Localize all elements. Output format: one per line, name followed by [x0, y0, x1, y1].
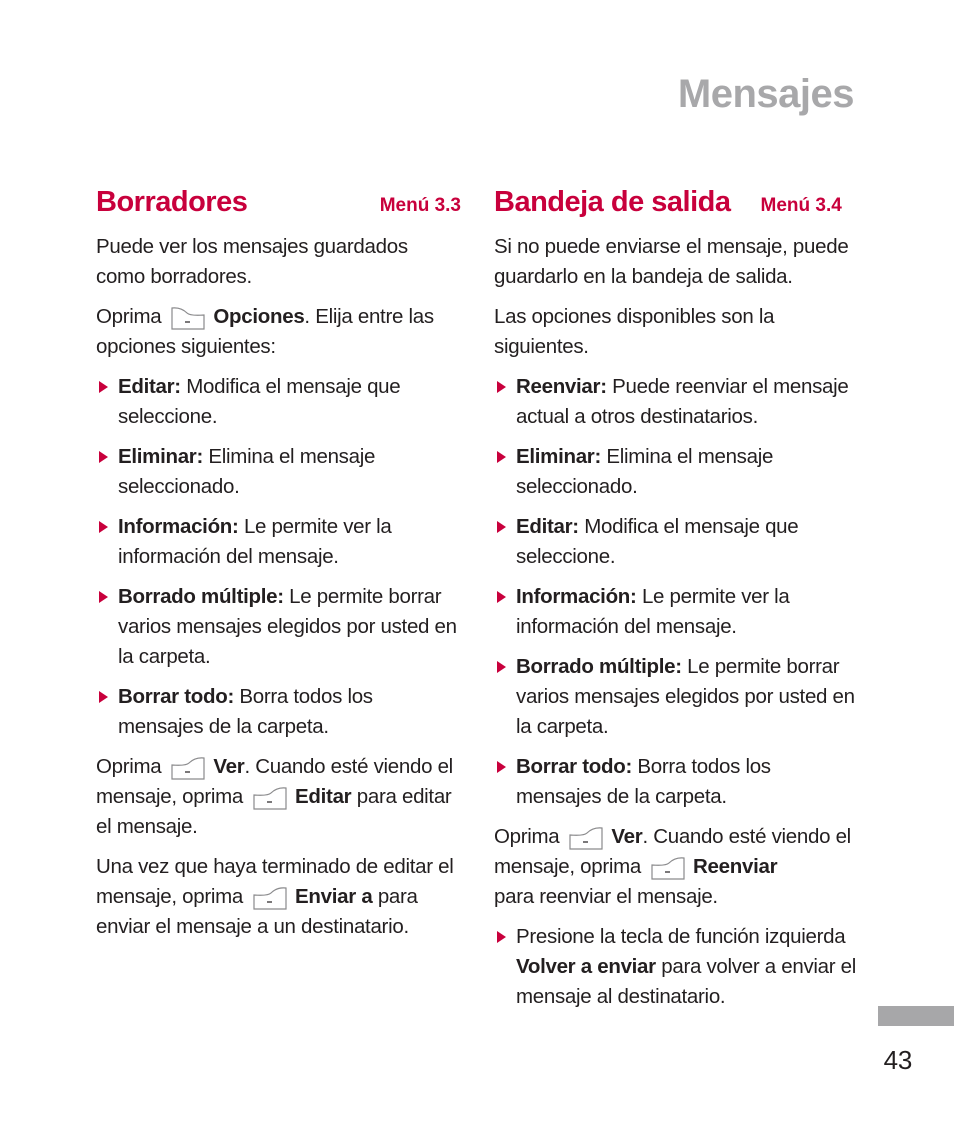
- list-item: Eliminar: Elimina el mensaje seleccionado.: [96, 442, 461, 502]
- options-list: [96, 372, 461, 742]
- left-soft-key-icon: [651, 856, 685, 880]
- left-soft-key-icon: [253, 886, 287, 910]
- menu-reference: Menú 3.3: [379, 195, 461, 216]
- section-heading: Borradores: [96, 186, 248, 218]
- options-intro-paragraph: Las opciones disponibles son la siguientes.: [494, 305, 775, 358]
- red-triangle-bullet-icon: [99, 691, 108, 703]
- list-item: Información: Le permite ver la información del mensaje.: [494, 582, 859, 642]
- red-triangle-bullet-icon: [497, 761, 506, 773]
- section-bandeja-de-salida: [494, 186, 859, 1022]
- page-title: Mensajes: [677, 72, 854, 116]
- list-item: Borrado múltiple: Le permite borrar varios mensajes elegidos por usted en la carpeta.: [96, 582, 461, 672]
- list-item: Editar: Modifica el mensaje que seleccione.: [494, 512, 859, 572]
- red-triangle-bullet-icon: [497, 931, 506, 943]
- red-triangle-bullet-icon: [497, 661, 506, 673]
- list-item: Información: Le permite ver la información del mensaje.: [96, 512, 461, 572]
- section-header: [494, 186, 859, 226]
- list-item: Reenviar: Puede reenviar el mensaje actual a otros destinatarios.: [494, 372, 859, 432]
- list-item: Eliminar: Elimina el mensaje seleccionado.: [494, 442, 859, 502]
- list-item: Borrar todo: Borra todos los mensajes de la carpeta.: [494, 752, 859, 812]
- view-paragraph: Oprima Ver. Cuando esté viendo el mensaje, oprima Editar para editar el mensaje.: [96, 755, 453, 838]
- options-paragraph: Oprima Opciones. Elija entre las opciones siguientes:: [96, 305, 434, 358]
- red-triangle-bullet-icon: [497, 591, 506, 603]
- red-triangle-bullet-icon: [99, 591, 108, 603]
- red-triangle-bullet-icon: [497, 381, 506, 393]
- view-paragraph: Oprima Ver. Cuando esté viendo el mensaje, oprima Reenviar para reenviar el mensaje.: [494, 825, 851, 908]
- page-tab-bar: [878, 1006, 954, 1026]
- intro-paragraph: Puede ver los mensajes guardados como borradores.: [96, 235, 408, 288]
- red-triangle-bullet-icon: [99, 381, 108, 393]
- red-triangle-bullet-icon: [99, 451, 108, 463]
- list-item: Borrado múltiple: Le permite borrar varios mensajes elegidos por usted en la carpeta.: [494, 652, 859, 742]
- section-borradores: [96, 186, 461, 952]
- list-item: Borrar todo: Borra todos los mensajes de la carpeta.: [96, 682, 461, 742]
- page-number: 43: [883, 1045, 912, 1075]
- send-paragraph: Una vez que haya terminado de editar el mensaje, oprima Enviar a para enviar el mensaje a un destinatario.: [96, 855, 454, 938]
- red-triangle-bullet-icon: [497, 521, 506, 533]
- section-heading: Bandeja de salida: [494, 186, 731, 218]
- menu-reference: Menú 3.4: [760, 195, 842, 216]
- list-item: Presione la tecla de función izquierda Volver a enviar para volver a enviar el mensaje al destinatario.: [494, 922, 859, 1012]
- left-soft-key-icon: [569, 826, 603, 850]
- red-triangle-bullet-icon: [99, 521, 108, 533]
- red-triangle-bullet-icon: [497, 451, 506, 463]
- left-soft-key-icon: [253, 786, 287, 810]
- section-header: [96, 186, 461, 226]
- list-item: Editar: Modifica el mensaje que seleccione.: [96, 372, 461, 432]
- options-list: [494, 372, 859, 812]
- intro-paragraph: Si no puede enviarse el mensaje, puede guardarlo en la bandeja de salida.: [494, 235, 849, 288]
- right-soft-key-icon: [171, 306, 205, 330]
- left-soft-key-icon: [171, 756, 205, 780]
- resend-list: [494, 922, 859, 1012]
